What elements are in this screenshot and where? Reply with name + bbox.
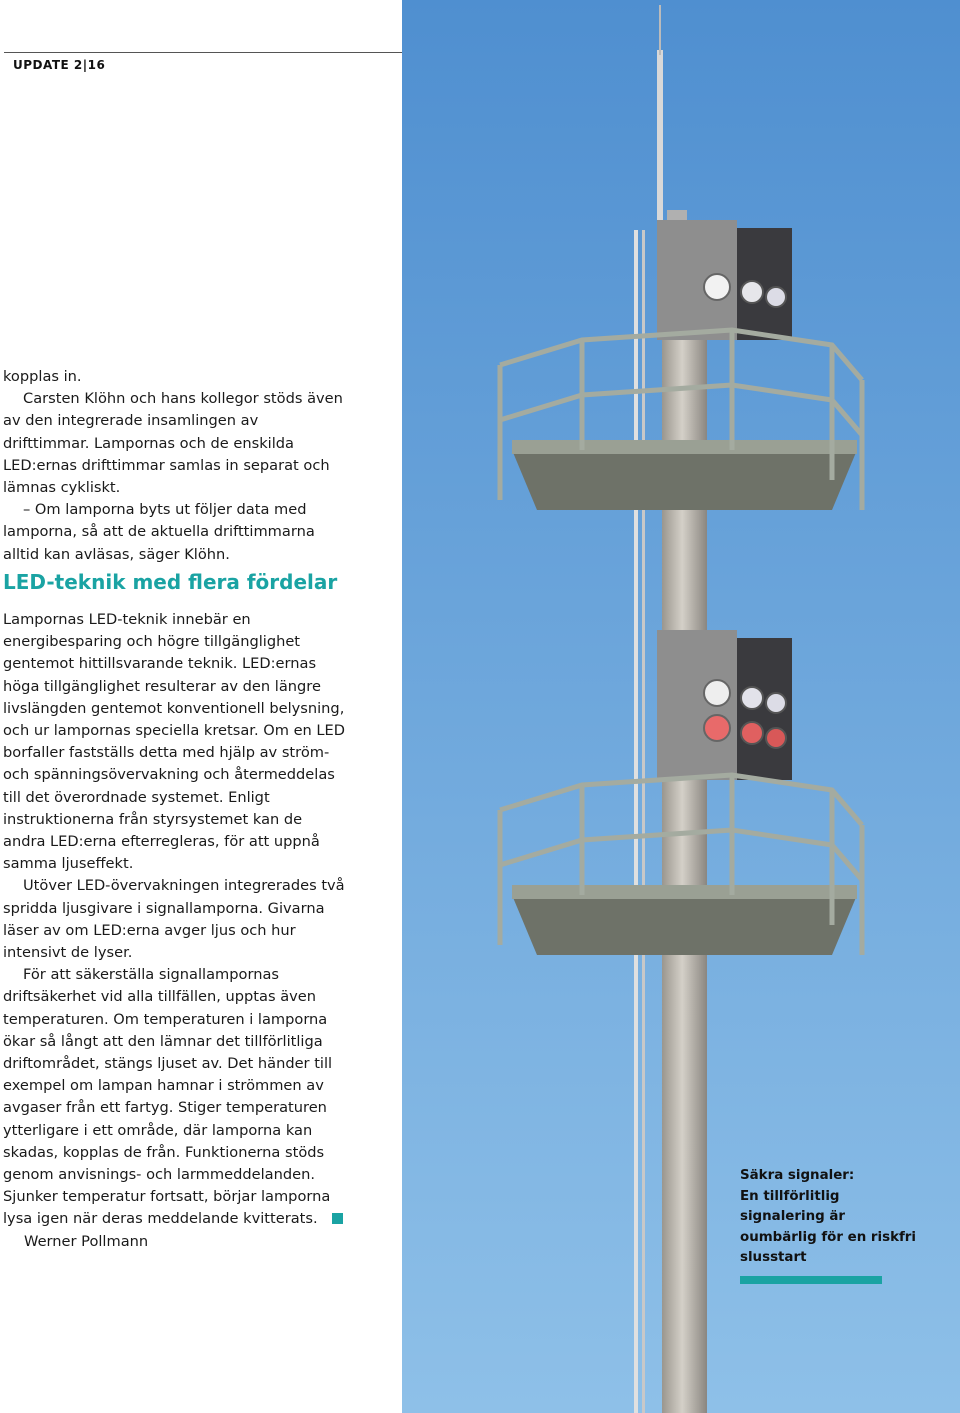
article-intro <box>3 366 348 566</box>
paragraph: – Om lamporna byts ut följer data med lamporna, så att de aktuella drifttimmarna alltid kan avläsas, säger Klöhn. <box>3 501 315 563</box>
end-mark-icon <box>332 1213 343 1224</box>
caption-line: En tillförlitlig <box>740 1188 840 1204</box>
paragraph <box>3 964 348 1230</box>
caption-accent-bar <box>740 1276 882 1284</box>
header-rule <box>4 52 402 53</box>
caption-line: oumbärlig för en riskfri <box>740 1229 916 1245</box>
paragraph: Carsten Klöhn och hans kollegor stöds även av den integrerade insamlingen av drifttimmar. Lampornas och de enskilda LED:ernas drifttimmar samlas in separat och lämnas cykliskt. <box>3 390 343 497</box>
section-heading: LED-teknik med flera fördelar <box>3 570 338 594</box>
paragraph: kopplas in. <box>3 368 82 385</box>
issue-label: UPDATE 2|16 <box>13 58 106 72</box>
caption-line: signalering är <box>740 1209 846 1224</box>
photo-caption <box>740 1166 940 1269</box>
article-body <box>3 609 348 1253</box>
caption-line: slusstart <box>740 1250 807 1265</box>
caption-line: Säkra signaler: <box>740 1168 855 1183</box>
paragraph-text: För att säkerställa signallampornas driftsäkerhet vid alla tillfällen, upptas även temperaturen. Om temperaturen i lamporna ökar så långt att den lämnar det tillförlitliga driftområdet, stängs ljuset av. Det händer till exempel om lampan hamnar i strömmen av avgaser från ett fartyg. Stiger temperaturen ytterligare i ett område, där lamporna kan skadas, kopplas de från. Funktionerna stöds genom anvisnings- och larmmeddelanden. Sjunker temperatur fortsatt, börjar lamporna lysa igen när deras meddelande kvitterats. <box>3 966 333 1228</box>
author-name: Werner Pollmann <box>24 1232 149 1250</box>
paragraph: Utöver LED-övervakningen integrerades två spridda ljusgivare i signallamporna. Givarna läser av om LED:erna avger ljus och hur intensivt de lyser. <box>3 877 345 962</box>
paragraph: Lampornas LED-teknik innebär en energibesparing och högre tillgänglighet gentemot hittillsvarande teknik. LED:ernas höga tillgänglighet resulterar av den längre livslängden gentemot konventionell belysning, och ur lampornas speciella kretsar. Om en LED borfaller fastställs detta med hjälp av ström- och spänningsövervakning och återmeddelas till det överordnade systemet. Enligt instruktionerna från styrsystemet kan de andra LED:erna efterregleras, för att uppnå samma ljuseffekt. <box>3 611 346 873</box>
